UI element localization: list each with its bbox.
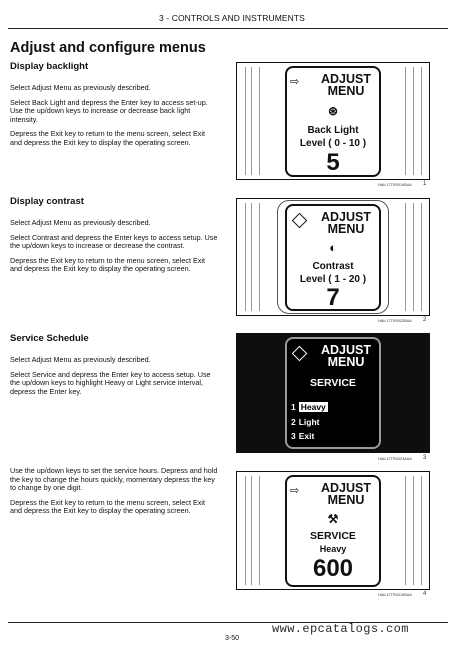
figure-service-hours-screen — [236, 471, 430, 590]
screen-label: SERVICE — [310, 530, 356, 542]
decorative-line — [251, 476, 252, 585]
section-display-backlight — [10, 61, 218, 154]
figure-code: HAIL17TR0023AAA — [378, 457, 412, 461]
figure-service-menu-screen — [236, 333, 430, 453]
paragraph: Select Adjust Menu as previously described. — [10, 218, 151, 227]
paragraph: Depress the Exit key to return to the menu screen, select Exit and depress the Exit key to display the operating screen. — [10, 497, 205, 516]
display-screen — [285, 337, 381, 449]
screen-sublabel: Level ( 1 - 20 ) — [299, 274, 367, 285]
screen-title: ADJUST MENU — [320, 72, 371, 98]
header-rule — [8, 28, 448, 29]
menu-option-light: 2 Light — [291, 417, 320, 427]
display-screen — [285, 475, 381, 587]
decorative-line — [259, 476, 260, 585]
decorative-line — [245, 476, 246, 585]
figure-number: 2 — [423, 317, 427, 323]
decorative-line — [405, 67, 406, 175]
arrow-diamond-icon: ⇨ — [290, 485, 300, 497]
figure-contrast-screen — [236, 198, 430, 316]
decorative-line — [405, 476, 406, 585]
decorative-line — [259, 67, 260, 175]
watermark: www.epcatalogs.com — [272, 622, 409, 636]
contrast-icon: ◐ — [329, 240, 337, 255]
section-heading: Display contrast — [10, 196, 84, 207]
figure-code: HAIL17TR0014BAA — [378, 183, 412, 187]
figure-number: 4 — [423, 591, 427, 597]
page-number: 3-50 — [224, 635, 239, 642]
paragraph: Select Adjust Menu as previously described. — [10, 355, 151, 364]
figure-code: HAIL17TR0022BAA — [378, 319, 412, 323]
paragraph: Select Contrast and depress the Enter keys to access setup. Use the up/down keys to increase or decrease the contrast. — [10, 232, 218, 251]
section-heading: Display backlight — [10, 61, 89, 72]
decorative-line — [259, 203, 260, 311]
section-service-hours — [10, 467, 218, 522]
screen-sublabel: Heavy — [319, 544, 347, 554]
decorative-line — [421, 476, 422, 585]
backlight-dial-icon: ⊛ — [327, 104, 339, 118]
screen-value: 7 — [326, 284, 340, 311]
screen-label: SERVICE — [310, 377, 356, 389]
display-screen — [285, 66, 381, 177]
paragraph: Select Back Light and depress the Enter key to access set-up. Use the up/down keys to increase or decrease back light intensity. — [10, 97, 208, 124]
figure-number: 1 — [423, 181, 427, 187]
arrow-diamond-icon: ⇨ — [290, 76, 300, 88]
menu-option-exit: 3 Exit — [291, 431, 315, 441]
screen-title: ADJUST MENU — [320, 343, 371, 369]
display-screen — [285, 204, 381, 311]
section-service-schedule — [10, 333, 218, 402]
page-title: Adjust and configure menus — [10, 40, 206, 56]
decorative-line — [421, 67, 422, 175]
screen-title: ADJUST MENU — [320, 481, 371, 507]
figure-number: 3 — [423, 455, 427, 461]
section-display-contrast — [10, 196, 218, 280]
decorative-line — [245, 203, 246, 311]
decorative-line — [413, 476, 414, 585]
menu-option-heavy: 1 Heavy — [291, 402, 326, 412]
screen-value: 5 — [326, 149, 340, 176]
paragraph: Select Service and depress the Enter key to access setup. Use the up/down keys to highlight Heavy or Light service interval, depress the Enter key. — [10, 369, 211, 396]
paragraph: Depress the Exit key to return to the menu screen, select Exit and depress the Exit key to display the operating screen. — [10, 255, 205, 274]
paragraph: Use the up/down keys to set the service hours. Depress and hold the key to change the hours quickly, momentary depress the key to change by one digit. — [10, 466, 218, 493]
diamond-icon — [292, 213, 308, 229]
decorative-line — [251, 67, 252, 175]
figure-code: HAIL17TR0019BAA — [378, 593, 412, 597]
screen-label: Back Light — [307, 125, 359, 136]
diamond-icon — [292, 346, 308, 362]
screen-label: Contrast — [312, 261, 354, 272]
wrench-icon: ⚒ — [327, 512, 339, 526]
decorative-line — [405, 203, 406, 311]
decorative-line — [245, 67, 246, 175]
chapter-header: 3 - CONTROLS AND INSTRUMENTS — [159, 13, 305, 23]
screen-sublabel: Level ( 0 - 10 ) — [299, 138, 367, 149]
decorative-line — [413, 67, 414, 175]
paragraph: Select Adjust Menu as previously described. — [10, 83, 151, 92]
decorative-line — [421, 203, 422, 311]
section-heading: Service Schedule — [10, 333, 89, 344]
decorative-line — [413, 203, 414, 311]
screen-value: 600 — [312, 555, 354, 582]
figure-backlight-screen — [236, 62, 430, 180]
screen-title: ADJUST MENU — [320, 210, 371, 236]
decorative-line — [251, 203, 252, 311]
paragraph: Depress the Exit key to return to the menu screen, select Exit and depress the Exit key to display the operating screen. — [10, 129, 205, 147]
